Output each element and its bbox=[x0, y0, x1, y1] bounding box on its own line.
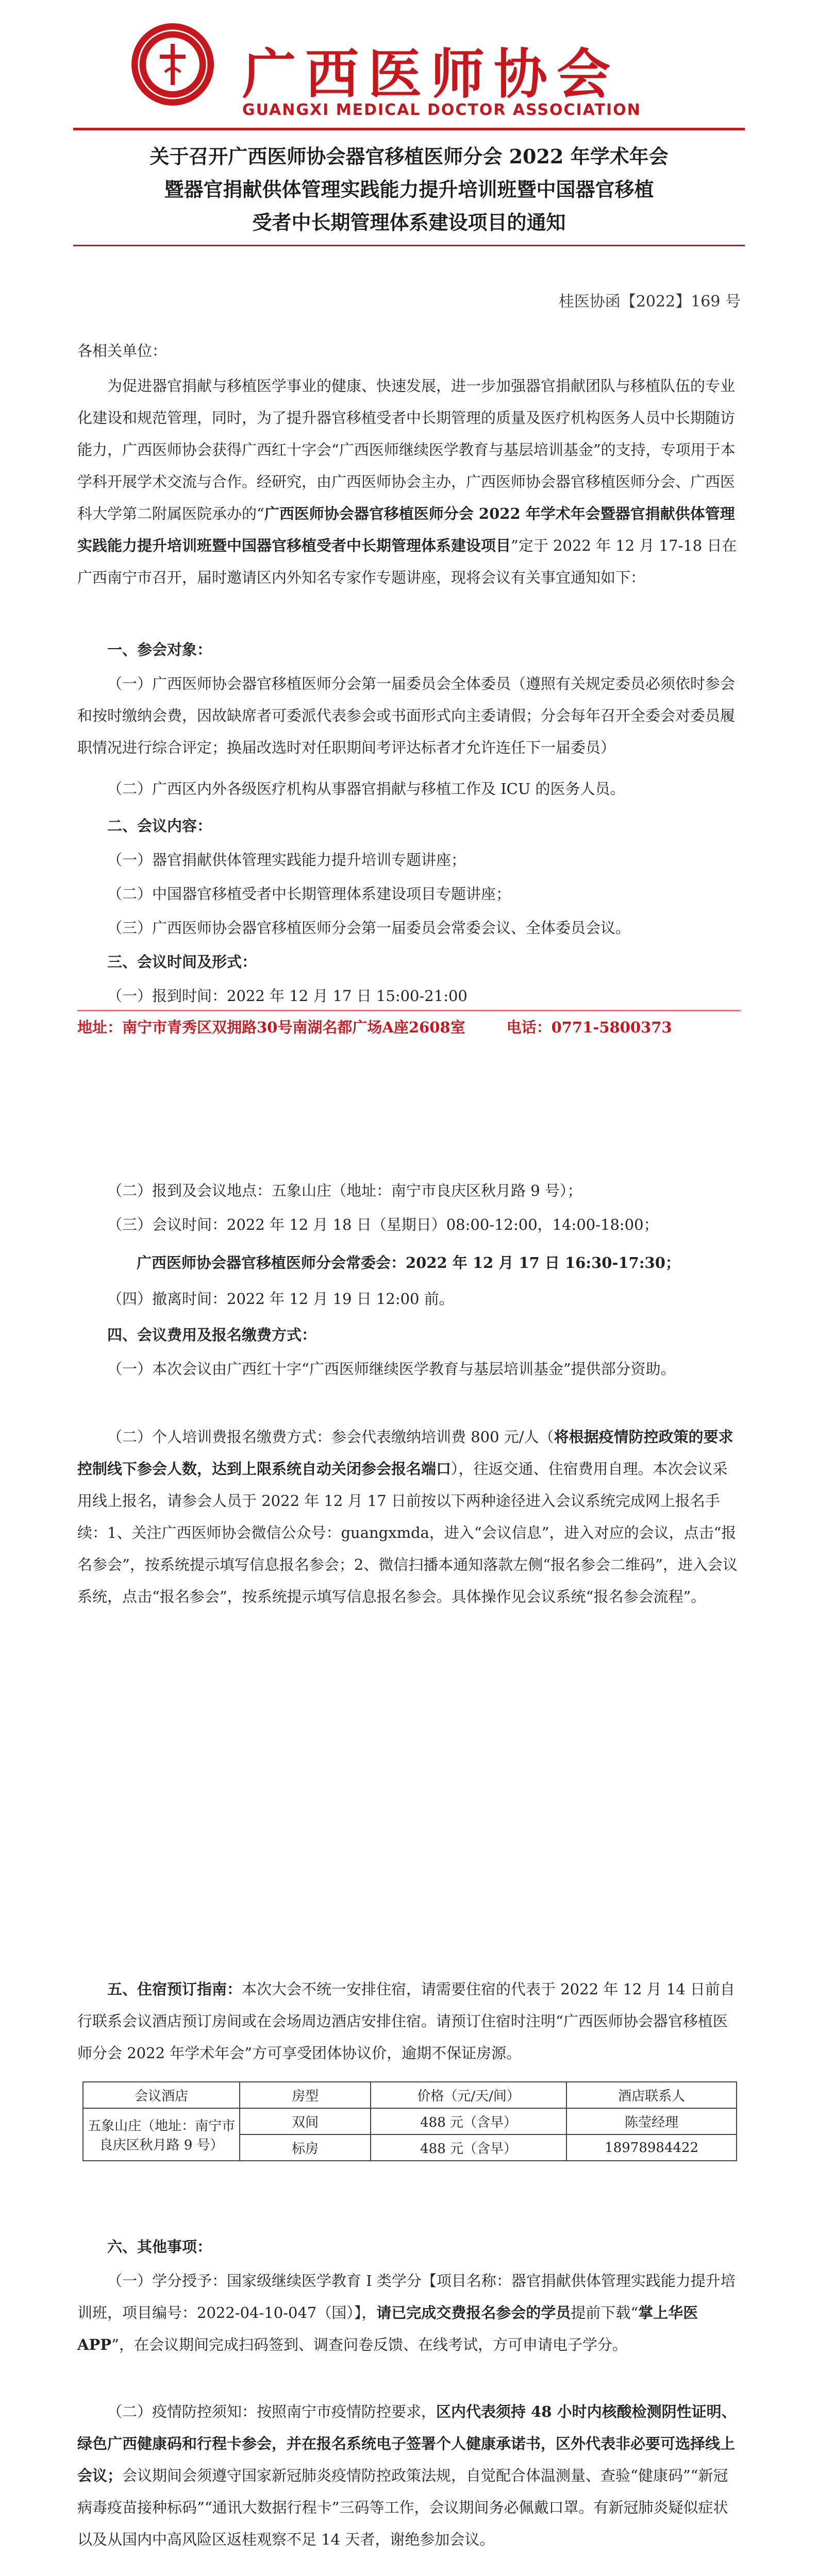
sec6-heading: 六、其他事项： bbox=[107, 2238, 212, 2256]
room-price: 488 元（含早） bbox=[371, 2108, 566, 2134]
sec1-item1: （一）广西医师协会器官移植医师分会第一届委员会全体委员（遵照有关规定委员必须依时参会和按时缴纳会费，因故缺席者可委派代表参会或书面形式向主委请假；分会每年召开全委会对委员履职情况进行综合评定；换届改选时对任职期间考评达标者才允许连任下一届委员） bbox=[77, 675, 736, 756]
table-header-row bbox=[83, 2082, 737, 2108]
sec4-quota-notice: 将根据疫情防控政策的要求控制线下参会人数，达到上限系统自动关闭参会报名端口 bbox=[77, 1428, 733, 1478]
registration-underline bbox=[77, 1006, 741, 1011]
sec3-standing-committee: 广西医师协会器官移植医师分会常委会：2022 年 12 月 17 日 16:30-17:30； bbox=[137, 1254, 680, 1272]
intro-paragraph: 为促进器官捐献与移植医学事业的健康、快速发展，进一步加强器官捐献团队与移植队伍的专业化建设和规范管理，同时，为了提升器官移植受者中长期管理的质量及医疗机构医务人员中长期随访能力，广西医师协会获得广西红十字会“广西医师继续医学教育与基层培训基金”的支持，专项用于本学科开展学术交流与合作。经研究，由广西医师协会主办，广西医师协会器官移植医师分会、广西医科大学第二附属医院承办的“广西医师协会器官移植医师分会 2022 年学术年会暨器官捐献供体管理实践能力提升培训班暨中国器官移植受者中长期管理体系建设项目”定于 2022 年 12 月 17-18 日在广西南宁市召开，届时邀请区内外知名专家作专题讲座，现将会议有关事宜通知如下： bbox=[77, 377, 737, 586]
sec1-heading: 一、参会对象： bbox=[107, 641, 212, 658]
table-row bbox=[83, 2108, 737, 2134]
sec4-heading: 四、会议费用及报名缴费方式： bbox=[107, 1326, 317, 1344]
room-type: 双间 bbox=[240, 2108, 371, 2134]
sec3-item2: （二）报到及会议地点：五象山庄（地址：南宁市良庆区秋月路 9 号）； bbox=[107, 1182, 582, 1199]
table-header: 会议酒店 bbox=[83, 2082, 240, 2108]
hotel-name: 五象山庄（地址：南宁市良庆区秋月路 9 号） bbox=[83, 2108, 240, 2161]
doc-title-line2: 暨器官捐献供体管理实践能力提升培训班暨中国器官移植 bbox=[164, 178, 654, 201]
sec6-item1: （一）学分授予：国家级继续医学教育 I 类学分【项目名称：器官捐献供体管理实践能力提升培训班，项目编号：2022-04-10-047（国）】，请已完成交费报名参会的学员提前下载“掌上华医 APP”，在会议期间完成扫码签到、调查问卷反馈、在线考试，方可申请电子学分。 bbox=[77, 2272, 736, 2353]
contact-name: 陈莹经理 bbox=[566, 2108, 737, 2134]
title-rule bbox=[73, 245, 745, 246]
sec5-heading: 五、住宿预订指南： bbox=[107, 1980, 242, 1998]
intro-project-name: 广西医师协会器官移植医师分会 2022 年学术年会暨器官捐献供体管理实践能力提升培训班暨中国器官移植受者中长期管理体系建设项目 bbox=[77, 505, 735, 554]
org-name-cn: 广西医师协会 bbox=[242, 42, 620, 106]
doc-title-line1: 关于召开广西医师协会器官移植医师分会 2022 年学术年会 bbox=[149, 145, 669, 168]
contact-phone: 18978984422 bbox=[566, 2134, 737, 2161]
sec3-item3: （三）会议时间：2022 年 12 月 18 日（星期日）08:00-12:00，14:00-18:00； bbox=[107, 1216, 659, 1233]
table-header: 价格（元/天/间） bbox=[371, 2082, 566, 2108]
association-logo bbox=[129, 21, 216, 108]
room-price: 488 元（含早） bbox=[371, 2134, 566, 2161]
sec2-item2: （二）中国器官移植受者中长期管理体系建设项目专题讲座； bbox=[107, 885, 511, 903]
sec6-item2: （二）疫情防控须知：按照南宁市疫情防控要求，区内代表须持 48 小时内核酸检测阴性证明、绿色广西健康码和行程卡参会，并在报名系统电子签署个人健康承诺书，区外代表非必要可选择线上会议；会议期间会须遵守国家新冠肺炎疫情防控政策法规，自觉配合体温测量、查验“健康码”“新冠病毒疫苗接种标码”“通讯大数据行程卡”三码等工作，会议期间务必佩戴口罩。有新冠肺炎疑似症状以及从国内中高风险区返桂观察不足 14 天者，谢绝参加会议。 bbox=[77, 2403, 737, 2548]
sec2-heading: 二、会议内容： bbox=[107, 817, 212, 835]
salutation: 各相关单位： bbox=[77, 342, 168, 360]
sec1-item2: （二）广西区内外各级医疗机构从事器官捐献与移植工作及 ICU 的医务人员。 bbox=[107, 780, 625, 798]
table-header: 房型 bbox=[240, 2082, 371, 2108]
org-name-en: GUANGXI MEDICAL DOCTOR ASSOCIATION bbox=[242, 101, 641, 119]
sec3-heading: 三、会议时间及形式： bbox=[107, 953, 257, 971]
table-header: 酒店联系人 bbox=[566, 2082, 737, 2108]
sec5-paragraph: 五、住宿预订指南：本次大会不统一安排住宿，请需要住宿的代表于 2022 年 12 月 14 日前自行联系会议酒店预订房间或在会场周边酒店安排住宿。请预订住宿时注明“广西医师协会器官移植医师分会 2022 年学术年会”方可享受团体协议价，逾期不保证房源。 bbox=[77, 1980, 735, 2062]
doc-title-line3: 受者中长期管理体系建设项目的通知 bbox=[252, 211, 566, 234]
phone-overlay: 电话：0771-5800373 bbox=[506, 1019, 672, 1036]
address-overlay: 地址：南宁市青秀区双拥路30号南湖名都广场A座2608室 电话：0771-5800373 bbox=[77, 1019, 672, 1036]
sec2-item1: （一）器官捐献供体管理实践能力提升培训专题讲座； bbox=[107, 851, 466, 869]
sec6-covid-requirements: 区内代表须持 48 小时内核酸检测阴性证明、绿色广西健康码和行程卡参会，并在报名系统电子签署个人健康承诺书，区外代表非必要可选择线上会议； bbox=[77, 2403, 737, 2484]
header-rule bbox=[73, 128, 745, 130]
room-type: 标房 bbox=[240, 2134, 371, 2161]
doc-number: 桂医协函【2022】169 号 bbox=[558, 293, 741, 311]
sec2-item3: （三）广西医师协会器官移植医师分会第一届委员会常委会议、全体委员会议。 bbox=[107, 919, 631, 937]
sec4-item1: （一）本次会议由广西红十字“广西医师继续医学教育与基层培训基金”提供部分资助。 bbox=[107, 1360, 676, 1378]
sec3-item1: （一）报到时间：2022 年 12 月 17 日 15:00-21:00 bbox=[107, 987, 468, 1005]
sec4-item2: （二）个人培训费报名缴费方式：参会代表缴纳培训费 800 元/人（将根据疫情防控政策的要求控制线下参会人数，达到上限系统自动关闭参会报名端口），往返交通、住宿费用自理。本次会议采用线上报名，请参会人员于 2022 年 12 月 17 日前按以下两种途径进入会议系统完成网上报名手续：1、关注广西医师协会微信公众号：guangxmda，进入“会议信息”，进入对应的会议，点击“报名参会”，按系统提示填写信息报名参会；2、微信扫播本通知落款左侧“报名参会二维码”，进入会议系统，点击“报名参会”，按系统提示填写信息报名参会。具体操作见会议系统“报名参会流程”。 bbox=[77, 1428, 738, 1605]
hotel-table bbox=[82, 2081, 737, 2161]
sec3-item4: （四）撤离时间：2022 年 12 月 19 日 12:00 前。 bbox=[107, 1290, 454, 1308]
